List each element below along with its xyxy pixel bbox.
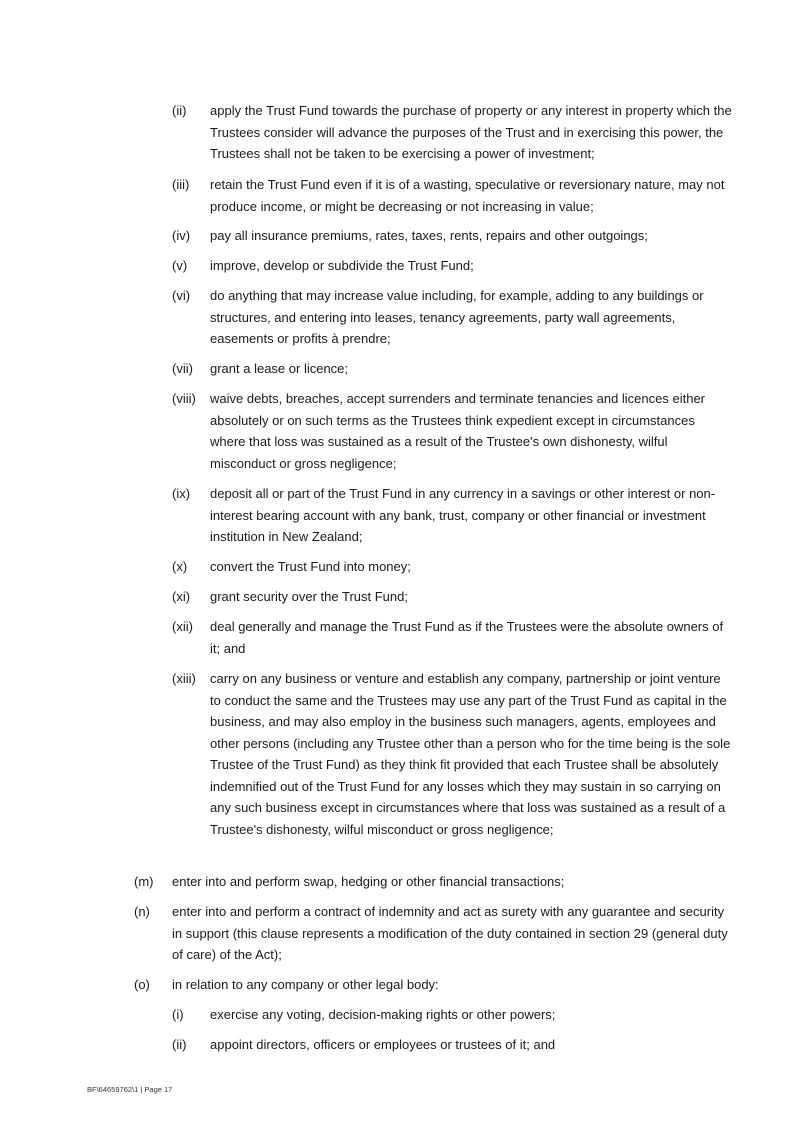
- page-footer: BF\64659762\1 | Page 17: [87, 1085, 173, 1094]
- clause-number: (n): [134, 904, 150, 919]
- clause-text: grant security over the Trust Fund;: [210, 589, 408, 604]
- clause-text: enter into and perform a contract of indemnity and act as surety with any guarantee and security in support (this clause represents a modification of the duty contained in section 29 (general duty of care) of the Act);: [172, 904, 728, 962]
- clause-number: (iv): [172, 228, 191, 243]
- clause-number: (iii): [172, 177, 190, 192]
- clause-text: apply the Trust Fund towards the purchase of property or any interest in property which the Trustees consider will advance the purposes of the Trust and in exercising this power, the Trustees shall not be taken to be exercising a power of investment;: [210, 103, 732, 161]
- clause-text: deposit all or part of the Trust Fund in any currency in a savings or other interest or non-interest bearing account with any bank, trust, company or other financial or investment institution in New Zealand;: [210, 486, 716, 544]
- clause-number: (vi): [172, 288, 191, 303]
- clause-text: appoint directors, officers or employees or trustees of it; and: [210, 1037, 556, 1052]
- clause-text: deal generally and manage the Trust Fund as if the Trustees were the absolute owners of it; and: [210, 619, 724, 656]
- clause-number: (xii): [172, 619, 193, 634]
- clause-text: do anything that may increase value including, for example, adding to any buildings or structures, and entering into leases, tenancy agreements, party wall agreements, easements or profits à prendre;: [210, 288, 704, 346]
- clause-number: (xiii): [172, 671, 196, 686]
- clause-number: (v): [172, 258, 188, 273]
- clause-text: pay all insurance premiums, rates, taxes, rents, repairs and other outgoings;: [210, 228, 648, 243]
- clause-number: (i): [172, 1007, 184, 1022]
- clause-text: carry on any business or venture and establish any company, partnership or joint venture to conduct the same and the Trustees may use any part of the Trust Fund as capital in the business, and may also employ in the business such managers, agents, employees and other persons (including any Trustee other than a person who for the time being is the sole Trustee of the Trust Fund) as they think fit provided that each Trustee shall be absolutely indemnified out of the Trust Fund for any losses which they may sustain in so carrying on any such business except in circumstances where that loss was sustained as a result of a Trustee's dishonesty, wilful misconduct or gross negligence;: [210, 671, 731, 837]
- clause-number: (vii): [172, 361, 193, 376]
- clause-text: in relation to any company or other legal body:: [172, 977, 439, 992]
- clause-number: (x): [172, 559, 188, 574]
- clause-number: (ix): [172, 486, 191, 501]
- clause-number: (o): [134, 977, 150, 992]
- clause-text: retain the Trust Fund even if it is of a wasting, speculative or reversionary nature, may not produce income, or might be decreasing or not increasing in value;: [210, 177, 725, 214]
- clause-number: (m): [134, 874, 154, 889]
- clause-text: grant a lease or licence;: [210, 361, 349, 376]
- clause-text: convert the Trust Fund into money;: [210, 559, 411, 574]
- clause-text: improve, develop or subdivide the Trust Fund;: [210, 258, 474, 273]
- clause-text: exercise any voting, decision-making rights or other powers;: [210, 1007, 556, 1022]
- clause-number: (xi): [172, 589, 191, 604]
- clause-number: (ii): [172, 103, 187, 118]
- clause-text: waive debts, breaches, accept surrenders and terminate tenancies and licences either absolutely or on such terms as the Trustees think expedient except in circumstances where that loss was sustained as a result of the Trustee's own dishonesty, wilful misconduct or gross negligence;: [210, 391, 706, 471]
- clause-number: (ii): [172, 1037, 187, 1052]
- clause-number: (viii): [172, 391, 196, 406]
- clause-text: enter into and perform swap, hedging or other financial transactions;: [172, 874, 565, 889]
